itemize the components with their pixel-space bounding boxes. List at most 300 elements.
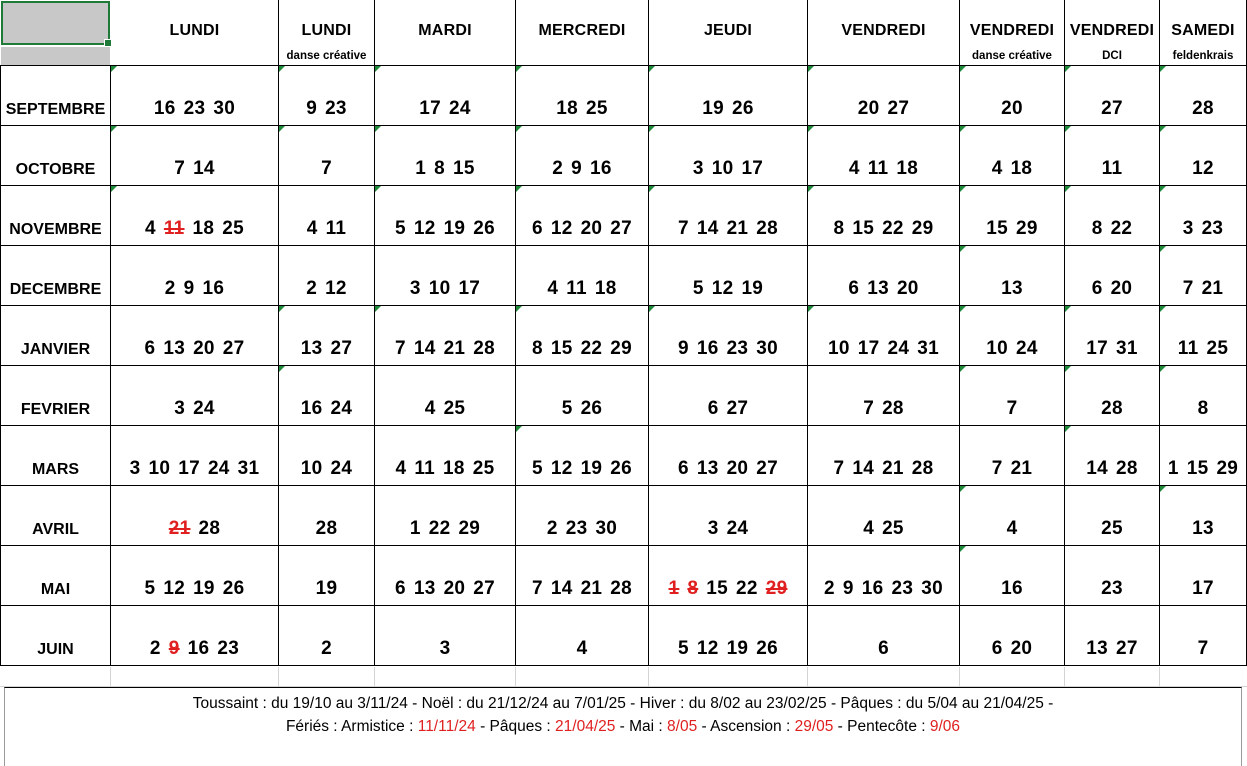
- session-date: 12: [696, 638, 719, 659]
- session-date: 15: [453, 158, 475, 179]
- date-cell[interactable]: [960, 246, 1065, 306]
- cancelled-date: 9: [168, 638, 180, 659]
- session-date: 20: [443, 578, 466, 599]
- session-date: 2: [306, 278, 318, 299]
- session-date: 27: [473, 578, 496, 599]
- date-cell[interactable]: [960, 606, 1065, 666]
- date-list: [279, 578, 374, 600]
- session-date: 8: [1091, 218, 1103, 239]
- date-cell[interactable]: [111, 486, 279, 546]
- session-date: 30: [595, 518, 618, 539]
- date-cell[interactable]: [516, 126, 649, 186]
- date-list: [808, 158, 959, 180]
- month-cell-octobre[interactable]: [0, 126, 111, 186]
- date-cell[interactable]: [375, 186, 516, 246]
- date-list: [279, 398, 374, 420]
- session-date: 22: [580, 338, 603, 359]
- date-cell[interactable]: [960, 306, 1065, 366]
- date-cell[interactable]: [649, 126, 808, 186]
- session-date: 3: [129, 458, 141, 479]
- date-cell[interactable]: [1160, 366, 1247, 426]
- date-cell[interactable]: [808, 306, 960, 366]
- session-date: 21: [1010, 458, 1033, 479]
- session-date: 4: [1006, 518, 1018, 539]
- column-header-3[interactable]: [375, 0, 516, 66]
- session-date: 22: [736, 578, 758, 599]
- session-date: 19: [315, 578, 338, 599]
- corner-cell-lower[interactable]: [1, 47, 110, 66]
- session-date: 28: [610, 578, 633, 599]
- session-date: 20: [1010, 638, 1033, 659]
- cell-marker: [960, 546, 966, 552]
- sheet-gridline: [374, 667, 375, 686]
- session-date: 12: [550, 218, 573, 239]
- session-date: 9: [842, 578, 854, 599]
- date-cell[interactable]: [808, 246, 960, 306]
- session-date: 4: [576, 638, 588, 659]
- session-date: 7: [531, 578, 543, 599]
- session-date: 26: [756, 638, 779, 659]
- session-date: 21: [726, 218, 749, 239]
- session-date: 7: [174, 158, 186, 179]
- session-date: 13: [1192, 518, 1214, 539]
- session-date: 16: [1001, 578, 1023, 599]
- date-list: [111, 578, 278, 600]
- date-cell[interactable]: [111, 246, 279, 306]
- session-date: 9: [677, 338, 689, 359]
- cell-marker: [960, 186, 966, 192]
- column-subtitle: danse créative: [972, 50, 1052, 62]
- session-date: 17: [419, 98, 441, 119]
- session-date: 6: [531, 218, 543, 239]
- session-date: 21: [443, 338, 466, 359]
- session-date: 12: [163, 578, 186, 599]
- date-cell[interactable]: [375, 426, 516, 486]
- sheet-gridline: [278, 667, 279, 686]
- session-date: 11: [1177, 338, 1199, 359]
- date-cell[interactable]: [960, 486, 1065, 546]
- date-cell[interactable]: [1160, 186, 1247, 246]
- month-label: MAI: [40, 581, 71, 598]
- date-cell[interactable]: [1160, 546, 1247, 606]
- date-cell[interactable]: [279, 366, 375, 426]
- column-header-7[interactable]: [960, 0, 1065, 66]
- date-cell[interactable]: [649, 546, 808, 606]
- date-cell[interactable]: [960, 126, 1065, 186]
- session-date: 16: [590, 158, 612, 179]
- date-list: [960, 578, 1064, 600]
- date-cell[interactable]: [516, 66, 649, 126]
- session-date: 13: [696, 458, 719, 479]
- session-date: 20: [857, 98, 880, 119]
- date-list: [516, 518, 648, 540]
- date-cell[interactable]: [279, 246, 375, 306]
- session-date: 21: [882, 458, 904, 479]
- session-date: 6: [394, 578, 406, 599]
- month-cell-mars[interactable]: [0, 426, 111, 486]
- date-cell[interactable]: [279, 306, 375, 366]
- date-cell[interactable]: [1160, 306, 1247, 366]
- date-list: [960, 218, 1064, 240]
- session-date: 6: [707, 398, 719, 419]
- date-cell[interactable]: [516, 186, 649, 246]
- month-cell-fevrier[interactable]: [0, 366, 111, 426]
- date-cell[interactable]: [808, 426, 960, 486]
- date-cell[interactable]: [375, 366, 516, 426]
- date-list: [960, 638, 1064, 660]
- date-cell[interactable]: [516, 366, 649, 426]
- date-cell[interactable]: [649, 366, 808, 426]
- cell-marker: [649, 66, 655, 72]
- session-date: 3: [439, 638, 451, 659]
- date-list: [808, 398, 959, 420]
- session-date: 15: [706, 578, 728, 599]
- date-cell[interactable]: [111, 546, 279, 606]
- cell-marker: [808, 306, 814, 312]
- session-date: 5: [677, 638, 689, 659]
- date-cell[interactable]: [111, 66, 279, 126]
- date-list: [111, 458, 278, 480]
- session-date: 29: [1216, 458, 1239, 479]
- session-date: 8: [434, 158, 445, 179]
- date-cell[interactable]: [1065, 126, 1160, 186]
- session-date: 28: [882, 398, 904, 419]
- session-date: 14: [550, 578, 573, 599]
- session-date: 4: [863, 518, 875, 539]
- date-cell[interactable]: [111, 606, 279, 666]
- session-date: 23: [325, 98, 347, 119]
- session-date: 24: [207, 458, 230, 479]
- date-cell[interactable]: [960, 366, 1065, 426]
- date-cell[interactable]: [1065, 306, 1160, 366]
- date-cell[interactable]: [375, 306, 516, 366]
- session-date: 17: [458, 278, 481, 299]
- column-header-5[interactable]: [649, 0, 808, 66]
- session-date: 13: [1086, 638, 1108, 659]
- session-date: 26: [222, 578, 245, 599]
- date-cell[interactable]: [649, 246, 808, 306]
- date-list: [1065, 278, 1159, 300]
- sheet-gridline: [110, 667, 111, 686]
- session-date: 23: [565, 518, 588, 539]
- session-date: 31: [237, 458, 260, 479]
- column-subtitle: danse créative: [286, 50, 367, 62]
- session-date: 23: [726, 338, 749, 359]
- date-list: [649, 98, 807, 120]
- session-date: 21: [1201, 278, 1224, 299]
- date-list: [1065, 158, 1159, 180]
- column-header-6[interactable]: [808, 0, 960, 66]
- date-cell[interactable]: [649, 66, 808, 126]
- date-cell[interactable]: [808, 186, 960, 246]
- session-date: 17: [857, 338, 880, 359]
- session-date: 19: [193, 578, 215, 599]
- date-cell[interactable]: [1065, 66, 1160, 126]
- date-cell[interactable]: [375, 246, 516, 306]
- date-cell[interactable]: [375, 546, 516, 606]
- session-date: 29: [610, 338, 633, 359]
- column-day-label: JEUDI: [703, 22, 753, 39]
- session-date: 26: [473, 218, 496, 239]
- date-cell[interactable]: [279, 186, 375, 246]
- date-cell[interactable]: [649, 426, 808, 486]
- cell-marker: [516, 186, 522, 192]
- date-cell[interactable]: [808, 486, 960, 546]
- session-date: 7: [394, 338, 406, 359]
- date-list: [649, 638, 807, 660]
- session-date: 5: [692, 278, 704, 299]
- holiday-notes[interactable]: [4, 687, 1242, 766]
- session-date: 29: [458, 518, 481, 539]
- date-cell[interactable]: [1160, 606, 1247, 666]
- date-cell[interactable]: [279, 126, 375, 186]
- cell-marker: [1160, 306, 1166, 312]
- month-label: JANVIER: [20, 341, 91, 358]
- date-list: [111, 218, 278, 240]
- date-list: [111, 158, 278, 180]
- session-date: 23: [217, 638, 240, 659]
- date-cell[interactable]: [960, 66, 1065, 126]
- date-cell[interactable]: [516, 486, 649, 546]
- column-subtitle: DCI: [1102, 50, 1122, 62]
- session-date: 20: [1001, 98, 1023, 119]
- session-date: 3: [174, 398, 186, 419]
- date-cell[interactable]: [960, 186, 1065, 246]
- session-date: 27: [222, 338, 245, 359]
- date-list: [375, 98, 515, 120]
- session-date: 27: [1116, 638, 1138, 659]
- date-cell[interactable]: [1160, 246, 1247, 306]
- column-header-2[interactable]: [279, 0, 375, 66]
- column-day-label: VENDREDI: [969, 22, 1055, 39]
- date-cell[interactable]: [960, 546, 1065, 606]
- month-cell-novembre[interactable]: [0, 186, 111, 246]
- cell-marker: [1065, 306, 1071, 312]
- column-day-label: VENDREDI: [1069, 22, 1155, 39]
- date-cell[interactable]: [111, 306, 279, 366]
- date-cell[interactable]: [1065, 546, 1160, 606]
- date-cell[interactable]: [1160, 486, 1247, 546]
- month-cell-avril[interactable]: [0, 486, 111, 546]
- session-date: 6: [1091, 278, 1103, 299]
- date-cell[interactable]: [375, 606, 516, 666]
- cell-marker: [960, 246, 966, 252]
- date-cell[interactable]: [1160, 126, 1247, 186]
- date-cell[interactable]: [649, 486, 808, 546]
- date-cell[interactable]: [649, 186, 808, 246]
- session-date: 30: [921, 578, 943, 599]
- date-list: [808, 458, 959, 480]
- date-list: [649, 158, 807, 180]
- cell-marker: [279, 306, 285, 312]
- session-date: 10: [986, 338, 1008, 359]
- session-date: 24: [887, 338, 910, 359]
- date-list: [1160, 98, 1246, 120]
- session-date: 13: [413, 578, 436, 599]
- date-list: [960, 458, 1064, 480]
- session-date: 3: [692, 158, 704, 179]
- column-header-9[interactable]: [1160, 0, 1247, 66]
- session-date: 2: [321, 638, 332, 659]
- sheet-gridline: [515, 667, 516, 686]
- date-cell[interactable]: [279, 486, 375, 546]
- cancelled-date: 21: [168, 518, 191, 539]
- session-date: 9: [183, 278, 195, 299]
- session-date: 18: [896, 158, 919, 179]
- session-date: 12: [1192, 158, 1214, 179]
- cancelled-date: 8: [687, 578, 699, 599]
- date-cell[interactable]: [111, 426, 279, 486]
- cell-marker: [375, 66, 381, 72]
- session-date: 6: [144, 338, 156, 359]
- cancelled-date: 1: [668, 578, 680, 599]
- session-date: 2: [149, 638, 161, 659]
- date-cell[interactable]: [1065, 246, 1160, 306]
- session-date: 24: [726, 518, 749, 539]
- session-date: 11: [566, 278, 587, 299]
- holiday-date: 11/11/24: [417, 718, 476, 735]
- date-cell[interactable]: [279, 606, 375, 666]
- date-cell[interactable]: [111, 186, 279, 246]
- date-list: [516, 98, 648, 120]
- column-header-4[interactable]: [516, 0, 649, 66]
- session-date: 2: [546, 518, 558, 539]
- session-date: 20: [726, 458, 749, 479]
- date-list: [649, 338, 807, 360]
- date-list: [1065, 98, 1159, 120]
- session-date: 27: [726, 398, 749, 419]
- date-cell[interactable]: [516, 426, 649, 486]
- session-date: 13: [163, 338, 186, 359]
- date-list: [808, 98, 959, 120]
- session-date: 9: [306, 98, 318, 119]
- column-subtitle: feldenkrais: [1172, 50, 1234, 62]
- date-list: [516, 218, 648, 240]
- column-header-8[interactable]: [1065, 0, 1160, 66]
- date-cell[interactable]: [279, 546, 375, 606]
- date-cell[interactable]: [279, 66, 375, 126]
- date-cell[interactable]: [808, 126, 960, 186]
- session-date: 8: [833, 218, 845, 239]
- month-cell-janvier[interactable]: [0, 306, 111, 366]
- date-cell[interactable]: [111, 366, 279, 426]
- date-list: [808, 578, 959, 600]
- session-date: 17: [178, 458, 200, 479]
- session-date: 19: [726, 638, 749, 659]
- date-cell[interactable]: [1160, 66, 1247, 126]
- date-cell[interactable]: [808, 366, 960, 426]
- session-date: 23: [183, 98, 206, 119]
- holiday-date: 21/04/25: [555, 718, 616, 735]
- session-date: 12: [550, 458, 573, 479]
- session-date: 25: [882, 518, 904, 539]
- session-date: 29: [1016, 218, 1038, 239]
- date-cell[interactable]: [375, 66, 516, 126]
- date-cell[interactable]: [960, 426, 1065, 486]
- date-cell[interactable]: [649, 306, 808, 366]
- date-list: [960, 278, 1064, 300]
- date-list: [960, 398, 1064, 420]
- date-cell[interactable]: [375, 126, 516, 186]
- session-date: 24: [449, 98, 471, 119]
- cell-marker: [960, 126, 966, 132]
- session-date: 17: [741, 158, 764, 179]
- session-date: 14: [193, 158, 215, 179]
- date-list: [279, 638, 374, 660]
- selected-cell[interactable]: [1, 1, 110, 45]
- month-cell-juin[interactable]: [0, 606, 111, 666]
- date-cell[interactable]: [516, 306, 649, 366]
- session-date: 26: [732, 98, 754, 119]
- date-list: [649, 458, 807, 480]
- session-date: 30: [756, 338, 779, 359]
- date-cell[interactable]: [1065, 366, 1160, 426]
- session-date: 24: [330, 398, 353, 419]
- holiday-date: 8/05: [667, 718, 698, 735]
- holiday-date: 9/06: [929, 718, 961, 735]
- session-date: 13: [300, 338, 323, 359]
- session-date: 4: [424, 398, 436, 419]
- date-cell[interactable]: [1065, 606, 1160, 666]
- date-cell[interactable]: [516, 546, 649, 606]
- date-list: [1065, 638, 1159, 660]
- session-date: 17: [1086, 338, 1108, 359]
- date-list: [279, 518, 374, 540]
- date-cell[interactable]: [808, 546, 960, 606]
- date-cell[interactable]: [1065, 486, 1160, 546]
- column-header-1[interactable]: [111, 0, 279, 66]
- session-date: 20: [193, 338, 215, 359]
- cell-marker: [649, 126, 655, 132]
- month-cell-mai[interactable]: [0, 546, 111, 606]
- month-cell-decembre[interactable]: [0, 246, 111, 306]
- session-date: 11: [325, 218, 347, 239]
- date-cell[interactable]: [1065, 186, 1160, 246]
- date-list: [279, 278, 374, 300]
- date-cell[interactable]: [1160, 426, 1247, 486]
- cell-marker: [375, 186, 381, 192]
- date-cell[interactable]: [808, 66, 960, 126]
- note-text: - Ascension :: [697, 718, 795, 735]
- session-date: 14: [696, 218, 719, 239]
- session-date: 13: [1001, 278, 1023, 299]
- session-date: 14: [1086, 458, 1108, 479]
- session-date: 23: [1201, 218, 1224, 239]
- session-date: 23: [1101, 578, 1123, 599]
- date-cell[interactable]: [808, 606, 960, 666]
- cancelled-date: 11: [163, 218, 185, 239]
- date-list: [111, 398, 278, 420]
- date-cell[interactable]: [516, 246, 649, 306]
- session-date: 4: [395, 458, 407, 479]
- date-cell[interactable]: [649, 606, 808, 666]
- month-cell-septembre[interactable]: [0, 66, 111, 126]
- session-date: 27: [330, 338, 353, 359]
- date-cell[interactable]: [375, 486, 516, 546]
- session-date: 11: [1101, 158, 1123, 179]
- session-date: 1: [409, 518, 421, 539]
- column-day-label: VENDREDI: [841, 22, 926, 39]
- date-cell[interactable]: [1065, 426, 1160, 486]
- date-cell[interactable]: [279, 426, 375, 486]
- session-date: 4: [991, 158, 1003, 179]
- cell-marker: [516, 426, 522, 432]
- session-date: 11: [867, 158, 889, 179]
- month-label: SEPTEMBRE: [5, 101, 106, 118]
- session-date: 4: [848, 158, 860, 179]
- date-cell[interactable]: [516, 606, 649, 666]
- date-cell[interactable]: [111, 126, 279, 186]
